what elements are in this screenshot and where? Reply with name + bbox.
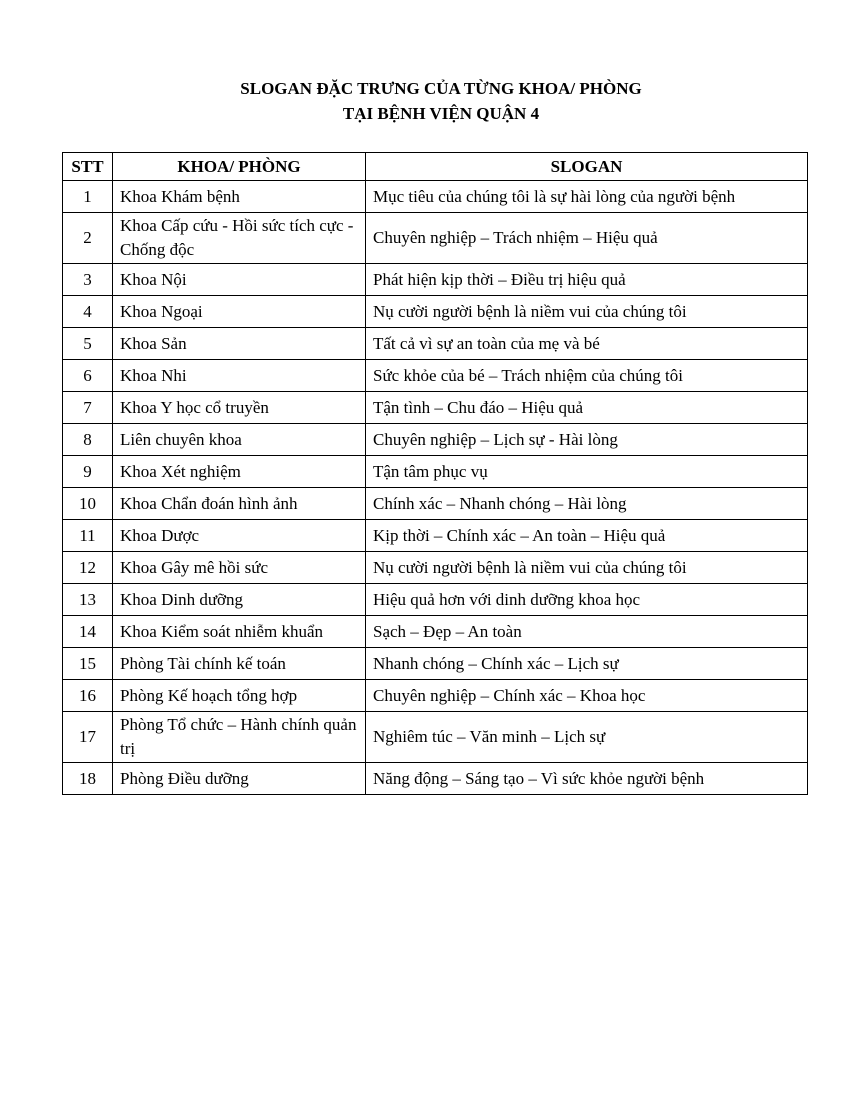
- row-slogan: Chuyên nghiệp – Lịch sự - Hài lòng: [366, 424, 808, 456]
- row-slogan: Phát hiện kịp thời – Điều trị hiệu quả: [366, 264, 808, 296]
- row-stt: 7: [63, 392, 113, 424]
- row-stt: 2: [63, 213, 113, 264]
- row-slogan: Nhanh chóng – Chính xác – Lịch sự: [366, 648, 808, 680]
- row-khoa: Khoa Y học cổ truyền: [113, 392, 366, 424]
- row-khoa: Khoa Gây mê hồi sức: [113, 552, 366, 584]
- row-slogan: Nụ cười người bệnh là niềm vui của chúng tôi: [366, 296, 808, 328]
- row-stt: 9: [63, 456, 113, 488]
- row-khoa: Liên chuyên khoa: [113, 424, 366, 456]
- row-khoa: Phòng Tài chính kế toán: [113, 648, 366, 680]
- header-slogan: SLOGAN: [366, 153, 808, 181]
- table-row: [63, 296, 808, 328]
- row-stt: 1: [63, 181, 113, 213]
- table-row: [63, 392, 808, 424]
- table-row: [63, 552, 808, 584]
- row-khoa: Khoa Nhi: [113, 360, 366, 392]
- row-slogan: Chính xác – Nhanh chóng – Hài lòng: [366, 488, 808, 520]
- row-stt: 16: [63, 680, 113, 712]
- table-row: [63, 213, 808, 264]
- row-khoa: Khoa Xét nghiệm: [113, 456, 366, 488]
- table-row: [63, 360, 808, 392]
- row-khoa: Khoa Chẩn đoán hình ảnh: [113, 488, 366, 520]
- row-khoa: Khoa Dinh dưỡng: [113, 584, 366, 616]
- row-khoa: Phòng Điều dưỡng: [113, 763, 366, 795]
- row-slogan: Sức khỏe của bé – Trách nhiệm của chúng tôi: [366, 360, 808, 392]
- row-slogan: Nghiêm túc – Văn minh – Lịch sự: [366, 712, 808, 763]
- row-stt: 3: [63, 264, 113, 296]
- row-stt: 8: [63, 424, 113, 456]
- row-slogan: Sạch – Đẹp – An toàn: [366, 616, 808, 648]
- table-row: [63, 264, 808, 296]
- row-slogan: Mục tiêu của chúng tôi là sự hài lòng của người bệnh: [366, 181, 808, 213]
- row-khoa: Khoa Sản: [113, 328, 366, 360]
- table-row: [63, 328, 808, 360]
- row-khoa: Khoa Ngoại: [113, 296, 366, 328]
- header-khoa: KHOA/ PHÒNG: [113, 153, 366, 181]
- row-stt: 4: [63, 296, 113, 328]
- row-stt: 17: [63, 712, 113, 763]
- row-khoa: Khoa Dược: [113, 520, 366, 552]
- table-row: [63, 424, 808, 456]
- table-row: [63, 648, 808, 680]
- row-slogan: Nụ cười người bệnh là niềm vui của chúng tôi: [366, 552, 808, 584]
- table-row: [63, 763, 808, 795]
- row-slogan: Chuyên nghiệp – Trách nhiệm – Hiệu quả: [366, 213, 808, 264]
- row-slogan: Năng động – Sáng tạo – Vì sức khỏe người bệnh: [366, 763, 808, 795]
- row-slogan: Tất cả vì sự an toàn của mẹ và bé: [366, 328, 808, 360]
- row-stt: 11: [63, 520, 113, 552]
- row-khoa: Khoa Cấp cứu - Hồi sức tích cực - Chống độc: [113, 213, 366, 264]
- row-stt: 12: [63, 552, 113, 584]
- row-slogan: Tận tâm phục vụ: [366, 456, 808, 488]
- row-stt: 14: [63, 616, 113, 648]
- document-title: [0, 76, 850, 126]
- row-stt: 15: [63, 648, 113, 680]
- row-khoa: Khoa Kiểm soát nhiễm khuẩn: [113, 616, 366, 648]
- title-line-1: SLOGAN ĐẶC TRƯNG CỦA TỪNG KHOA/ PHÒNG: [240, 79, 642, 98]
- table-header-row: [63, 153, 808, 181]
- header-stt: STT: [63, 153, 113, 181]
- slogan-table: [62, 152, 808, 795]
- row-khoa: Khoa Nội: [113, 264, 366, 296]
- row-slogan: Hiệu quả hơn với dinh dưỡng khoa học: [366, 584, 808, 616]
- row-stt: 10: [63, 488, 113, 520]
- row-slogan: Tận tình – Chu đáo – Hiệu quả: [366, 392, 808, 424]
- table-row: [63, 181, 808, 213]
- row-stt: 18: [63, 763, 113, 795]
- table-row: [63, 616, 808, 648]
- table-row: [63, 680, 808, 712]
- table-row: [63, 456, 808, 488]
- table-row: [63, 520, 808, 552]
- table-row: [63, 584, 808, 616]
- row-khoa: Phòng Kế hoạch tổng hợp: [113, 680, 366, 712]
- row-khoa: Khoa Khám bệnh: [113, 181, 366, 213]
- row-slogan: Kịp thời – Chính xác – An toàn – Hiệu quả: [366, 520, 808, 552]
- row-stt: 13: [63, 584, 113, 616]
- title-line-2: TẠI BỆNH VIỆN QUẬN 4: [342, 104, 540, 123]
- row-stt: 6: [63, 360, 113, 392]
- row-slogan: Chuyên nghiệp – Chính xác – Khoa học: [366, 680, 808, 712]
- row-stt: 5: [63, 328, 113, 360]
- row-khoa: Phòng Tổ chức – Hành chính quản trị: [113, 712, 366, 763]
- table-row: [63, 488, 808, 520]
- table-row: [63, 712, 808, 763]
